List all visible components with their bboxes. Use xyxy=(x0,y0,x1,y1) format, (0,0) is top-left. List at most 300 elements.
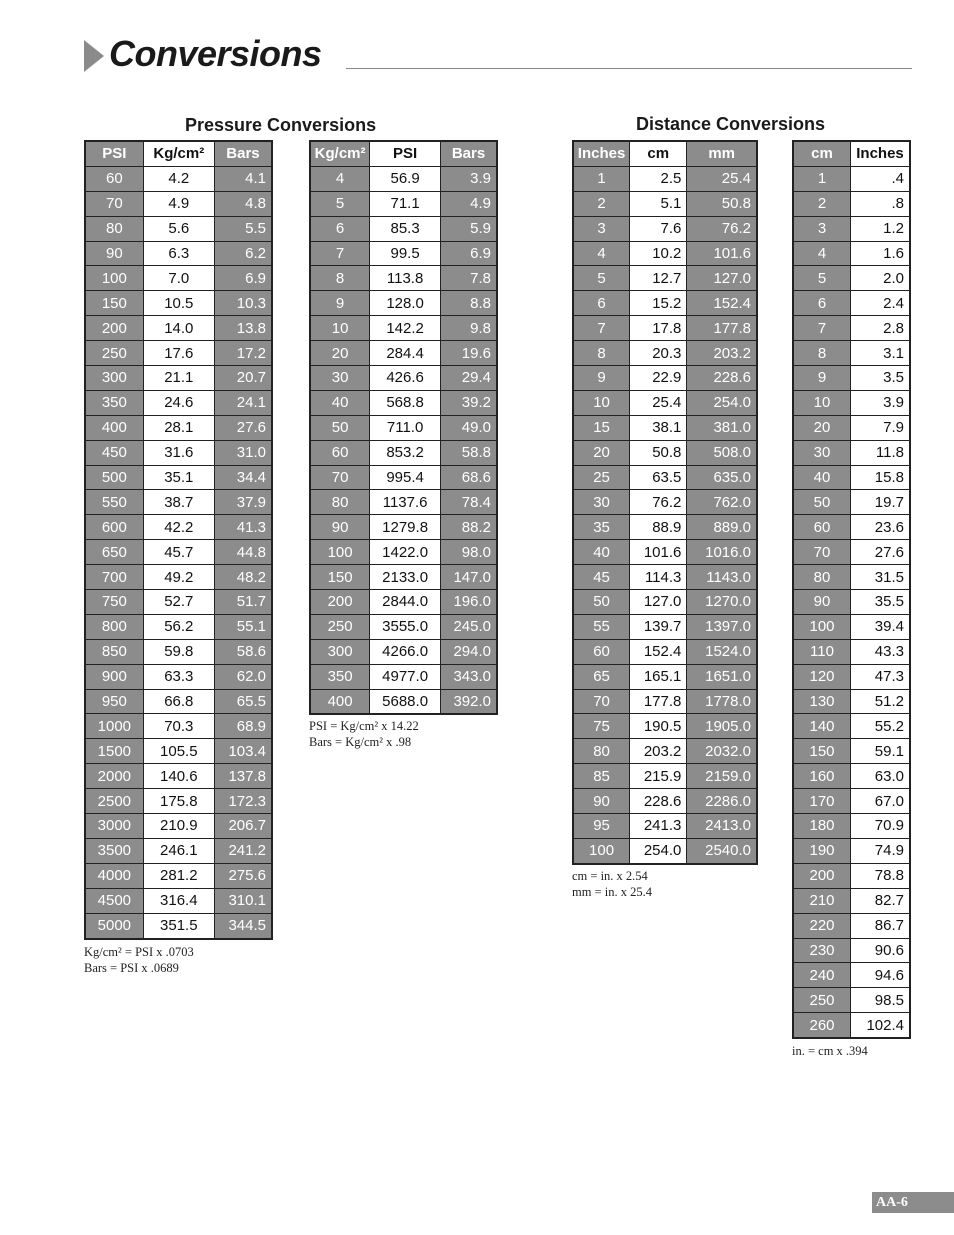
table-row xyxy=(310,316,497,341)
table-cell: 27.6 xyxy=(851,540,911,565)
table-cell: 7.6 xyxy=(630,216,687,241)
table-cell: 3.9 xyxy=(851,390,911,415)
table-row xyxy=(85,465,272,490)
table-cell: 11.8 xyxy=(851,440,911,465)
table-row xyxy=(310,266,497,291)
table-row xyxy=(573,764,757,789)
table-cell: 4 xyxy=(793,241,851,266)
table-cell: 180 xyxy=(793,814,851,839)
page-header xyxy=(84,34,912,74)
table-row xyxy=(573,689,757,714)
table-row xyxy=(793,341,910,366)
table-cell: 3500 xyxy=(85,838,143,863)
table-cell: 350 xyxy=(310,664,370,689)
table-cell: 1270.0 xyxy=(687,590,757,615)
kg-conversion-notes xyxy=(309,718,419,750)
table-row xyxy=(573,714,757,739)
table-cell: 140.6 xyxy=(143,764,214,789)
table-cell: 56.2 xyxy=(143,614,214,639)
table-cell: 170 xyxy=(793,789,851,814)
table-cell: 8.8 xyxy=(441,291,497,316)
table-cell: 635.0 xyxy=(687,465,757,490)
table-cell: 240 xyxy=(793,963,851,988)
table-cell: 15.8 xyxy=(851,465,911,490)
table-row xyxy=(85,316,272,341)
table-cell: 74.9 xyxy=(851,838,911,863)
table-cell: 19.7 xyxy=(851,490,911,515)
table-cell: 78.4 xyxy=(441,490,497,515)
table-cell: 10 xyxy=(573,390,630,415)
table-row xyxy=(85,838,272,863)
table-cell: 1143.0 xyxy=(687,565,757,590)
table-row xyxy=(310,689,497,714)
table-cell: 250 xyxy=(85,341,143,366)
table-cell: 5 xyxy=(310,191,370,216)
table-cell: 1422.0 xyxy=(370,540,441,565)
table-row xyxy=(793,639,910,664)
table-cell: 35 xyxy=(573,515,630,540)
table-cell: 70.9 xyxy=(851,814,911,839)
table-cell: 127.0 xyxy=(630,590,687,615)
table-cell: 82.7 xyxy=(851,888,911,913)
table-row xyxy=(310,490,497,515)
table-cell: 381.0 xyxy=(687,415,757,440)
table-row xyxy=(573,440,757,465)
table-row xyxy=(85,166,272,191)
table-cell: 995.4 xyxy=(370,465,441,490)
table-row xyxy=(85,291,272,316)
table-cell: 19.6 xyxy=(441,341,497,366)
table-cell: 800 xyxy=(85,614,143,639)
table-cell: 1905.0 xyxy=(687,714,757,739)
table-cell: 165.1 xyxy=(630,664,687,689)
table-cell: 4000 xyxy=(85,863,143,888)
table-cell: 7 xyxy=(573,316,630,341)
table-cell: 3 xyxy=(573,216,630,241)
table-cell: 12.7 xyxy=(630,266,687,291)
table-cell: 7 xyxy=(310,241,370,266)
table-row xyxy=(793,938,910,963)
table-cell: 31.0 xyxy=(214,440,272,465)
table-cell: 40 xyxy=(793,465,851,490)
table-cell: 70 xyxy=(310,465,370,490)
table-cell: 101.6 xyxy=(687,241,757,266)
table-cell: 95 xyxy=(573,814,630,839)
table-cell: 67.0 xyxy=(851,789,911,814)
table-cell: 50 xyxy=(310,415,370,440)
table-cell: 310.1 xyxy=(214,888,272,913)
table-row xyxy=(85,565,272,590)
table-cell: 70 xyxy=(85,191,143,216)
table-cell: 39.2 xyxy=(441,390,497,415)
table-cell: 160 xyxy=(793,764,851,789)
formula-note: Kg/cm² = PSI x .0703 xyxy=(84,945,194,959)
formula-note: PSI = Kg/cm² x 14.22 xyxy=(309,719,419,733)
table-cell: 55 xyxy=(573,614,630,639)
table-cell: 6 xyxy=(793,291,851,316)
table-row xyxy=(793,664,910,689)
table-cell: 5 xyxy=(793,266,851,291)
table-row xyxy=(573,266,757,291)
table-row xyxy=(793,166,910,191)
table-row xyxy=(85,415,272,440)
table-cell: 20.3 xyxy=(630,341,687,366)
table-row xyxy=(573,789,757,814)
table-cell: 200 xyxy=(310,590,370,615)
table-cell: 52.7 xyxy=(143,590,214,615)
table-cell: 45.7 xyxy=(143,540,214,565)
table-row xyxy=(310,465,497,490)
table-cell: 90 xyxy=(310,515,370,540)
table-cell: 1000 xyxy=(85,714,143,739)
table-row xyxy=(310,366,497,391)
table-cell: 3555.0 xyxy=(370,614,441,639)
column-header: Kg/cm² xyxy=(310,141,370,166)
table-row xyxy=(573,191,757,216)
table-row xyxy=(310,515,497,540)
psi-to-kg-bars-table xyxy=(84,140,273,940)
table-row xyxy=(793,764,910,789)
table-cell: 344.5 xyxy=(214,913,272,938)
table-cell: 1651.0 xyxy=(687,664,757,689)
table-cell: 4266.0 xyxy=(370,639,441,664)
table-cell: 80 xyxy=(793,565,851,590)
table-cell: 200 xyxy=(793,863,851,888)
table-row xyxy=(85,913,272,938)
table-cell: 2500 xyxy=(85,789,143,814)
table-row xyxy=(310,440,497,465)
table-cell: 25.4 xyxy=(687,166,757,191)
table-cell: 6 xyxy=(573,291,630,316)
table-row xyxy=(85,714,272,739)
table-cell: 4.8 xyxy=(214,191,272,216)
table-cell: 37.9 xyxy=(214,490,272,515)
table-cell: 200 xyxy=(85,316,143,341)
table-cell: 55.1 xyxy=(214,614,272,639)
column-header: Kg/cm² xyxy=(143,141,214,166)
table-cell: 2.0 xyxy=(851,266,911,291)
table-row xyxy=(85,888,272,913)
column-header: Inches xyxy=(851,141,911,166)
table-cell: 9.8 xyxy=(441,316,497,341)
table-cell: 4 xyxy=(310,166,370,191)
table-row xyxy=(793,216,910,241)
table-cell: 10.3 xyxy=(214,291,272,316)
column-header: cm xyxy=(630,141,687,166)
table-row xyxy=(573,490,757,515)
table-cell: 215.9 xyxy=(630,764,687,789)
table-cell: 48.2 xyxy=(214,565,272,590)
table-cell: 1778.0 xyxy=(687,689,757,714)
table-row xyxy=(793,490,910,515)
table-cell: 44.8 xyxy=(214,540,272,565)
table-cell: 450 xyxy=(85,440,143,465)
table-row xyxy=(793,814,910,839)
table-cell: 10 xyxy=(793,390,851,415)
table-cell: 100 xyxy=(573,838,630,863)
table-row xyxy=(793,465,910,490)
table-cell: 245.0 xyxy=(441,614,497,639)
table-cell: 2286.0 xyxy=(687,789,757,814)
table-row xyxy=(85,366,272,391)
table-cell: 10.2 xyxy=(630,241,687,266)
table-row xyxy=(573,415,757,440)
table-cell: 2.5 xyxy=(630,166,687,191)
table-cell: 203.2 xyxy=(630,739,687,764)
table-row xyxy=(573,664,757,689)
title-rule xyxy=(346,68,912,69)
table-cell: 120 xyxy=(793,664,851,689)
table-cell: 51.2 xyxy=(851,689,911,714)
table-cell: 400 xyxy=(85,415,143,440)
table-cell: 177.8 xyxy=(687,316,757,341)
table-cell: 343.0 xyxy=(441,664,497,689)
table-cell: 210.9 xyxy=(143,814,214,839)
table-cell: 889.0 xyxy=(687,515,757,540)
table-cell: 4977.0 xyxy=(370,664,441,689)
table-cell: 2 xyxy=(793,191,851,216)
table-cell: 75 xyxy=(573,714,630,739)
table-cell: 3 xyxy=(793,216,851,241)
table-cell: 76.2 xyxy=(630,490,687,515)
table-cell: 1 xyxy=(573,166,630,191)
table-row xyxy=(793,689,910,714)
table-row xyxy=(573,216,757,241)
table-cell: 78.8 xyxy=(851,863,911,888)
table-cell: 68.9 xyxy=(214,714,272,739)
table-cell: 2032.0 xyxy=(687,739,757,764)
table-cell: 139.7 xyxy=(630,614,687,639)
table-row xyxy=(85,390,272,415)
table-cell: 3.1 xyxy=(851,341,911,366)
table-cell: 35.5 xyxy=(851,590,911,615)
table-cell: 60 xyxy=(85,166,143,191)
formula-note: mm = in. x 25.4 xyxy=(572,885,652,899)
table-cell: 4.9 xyxy=(441,191,497,216)
table-cell: 40 xyxy=(310,390,370,415)
table-cell: 51.7 xyxy=(214,590,272,615)
table-cell: 241.2 xyxy=(214,838,272,863)
table-row xyxy=(573,565,757,590)
table-row xyxy=(573,366,757,391)
table-cell: 1.2 xyxy=(851,216,911,241)
table-cell: 62.0 xyxy=(214,664,272,689)
table-cell: 90 xyxy=(793,590,851,615)
table-cell: 275.6 xyxy=(214,863,272,888)
table-cell: 20 xyxy=(793,415,851,440)
table-cell: 316.4 xyxy=(143,888,214,913)
table-cell: 17.6 xyxy=(143,341,214,366)
table-cell: 70 xyxy=(573,689,630,714)
table-cell: 850 xyxy=(85,639,143,664)
table-cell: 68.6 xyxy=(441,465,497,490)
column-header: Bars xyxy=(441,141,497,166)
table-row xyxy=(573,590,757,615)
table-row xyxy=(793,266,910,291)
table-cell: 351.5 xyxy=(143,913,214,938)
column-header: PSI xyxy=(85,141,143,166)
table-row xyxy=(85,614,272,639)
table-cell: 38.1 xyxy=(630,415,687,440)
table-cell: 196.0 xyxy=(441,590,497,615)
table-cell: 2159.0 xyxy=(687,764,757,789)
table-cell: 100 xyxy=(310,540,370,565)
table-row xyxy=(793,565,910,590)
table-cell: 8 xyxy=(573,341,630,366)
table-cell: 7.9 xyxy=(851,415,911,440)
table-cell: 2133.0 xyxy=(370,565,441,590)
table-cell: 5.6 xyxy=(143,216,214,241)
table-cell: 85 xyxy=(573,764,630,789)
table-row xyxy=(85,863,272,888)
table-row xyxy=(85,689,272,714)
table-cell: 950 xyxy=(85,689,143,714)
table-row xyxy=(85,490,272,515)
table-row xyxy=(793,789,910,814)
cm-conversion-notes xyxy=(792,1043,868,1059)
table-cell: 600 xyxy=(85,515,143,540)
table-cell: 86.7 xyxy=(851,913,911,938)
table-cell: 1279.8 xyxy=(370,515,441,540)
table-cell: 29.4 xyxy=(441,366,497,391)
table-row xyxy=(310,565,497,590)
table-row xyxy=(793,366,910,391)
table-cell: 4.2 xyxy=(143,166,214,191)
table-cell: 55.2 xyxy=(851,714,911,739)
table-row xyxy=(793,440,910,465)
table-cell: 20 xyxy=(310,341,370,366)
table-cell: 25 xyxy=(573,465,630,490)
table-cell: 66.8 xyxy=(143,689,214,714)
table-cell: 6.2 xyxy=(214,241,272,266)
table-cell: 4 xyxy=(573,241,630,266)
table-row xyxy=(573,838,757,863)
table-cell: 230 xyxy=(793,938,851,963)
table-cell: 750 xyxy=(85,590,143,615)
table-cell: 4.9 xyxy=(143,191,214,216)
psi-conversion-notes xyxy=(84,944,194,976)
table-row xyxy=(310,639,497,664)
table-cell: 5.9 xyxy=(441,216,497,241)
table-cell: 22.9 xyxy=(630,366,687,391)
table-row xyxy=(85,739,272,764)
table-cell: .4 xyxy=(851,166,911,191)
column-header: PSI xyxy=(370,141,441,166)
table-row xyxy=(793,863,910,888)
table-row xyxy=(85,216,272,241)
table-row xyxy=(573,540,757,565)
table-cell: 9 xyxy=(310,291,370,316)
table-cell: 90 xyxy=(573,789,630,814)
table-row xyxy=(573,341,757,366)
table-cell: 24.1 xyxy=(214,390,272,415)
table-cell: 20 xyxy=(573,440,630,465)
table-row xyxy=(85,764,272,789)
table-cell: 60 xyxy=(310,440,370,465)
table-cell: 206.7 xyxy=(214,814,272,839)
table-cell: 254.0 xyxy=(630,838,687,863)
table-row xyxy=(573,166,757,191)
table-row xyxy=(793,988,910,1013)
table-cell: 508.0 xyxy=(687,440,757,465)
table-cell: 650 xyxy=(85,540,143,565)
table-cell: 1500 xyxy=(85,739,143,764)
table-cell: 203.2 xyxy=(687,341,757,366)
table-cell: 50.8 xyxy=(687,191,757,216)
table-cell: 137.8 xyxy=(214,764,272,789)
column-header: Inches xyxy=(573,141,630,166)
table-cell: 246.1 xyxy=(143,838,214,863)
column-header: cm xyxy=(793,141,851,166)
table-row xyxy=(793,913,910,938)
table-cell: 250 xyxy=(310,614,370,639)
table-cell: 50 xyxy=(573,590,630,615)
table-cell: 90.6 xyxy=(851,938,911,963)
table-cell: 63.5 xyxy=(630,465,687,490)
table-cell: 220 xyxy=(793,913,851,938)
table-cell: 24.6 xyxy=(143,390,214,415)
table-cell: 21.1 xyxy=(143,366,214,391)
table-row xyxy=(793,1013,910,1038)
table-row xyxy=(310,415,497,440)
table-cell: 284.4 xyxy=(370,341,441,366)
table-cell: 63.3 xyxy=(143,664,214,689)
table-row xyxy=(85,515,272,540)
table-cell: 130 xyxy=(793,689,851,714)
table-cell: 228.6 xyxy=(687,366,757,391)
table-cell: 50 xyxy=(793,490,851,515)
table-row xyxy=(793,614,910,639)
table-cell: 10.5 xyxy=(143,291,214,316)
table-row xyxy=(793,390,910,415)
table-cell: 39.4 xyxy=(851,614,911,639)
table-cell: 6.9 xyxy=(441,241,497,266)
table-cell: 105.5 xyxy=(143,739,214,764)
table-cell: 65 xyxy=(573,664,630,689)
table-row xyxy=(310,590,497,615)
table-row xyxy=(85,241,272,266)
table-row xyxy=(310,191,497,216)
formula-note: Bars = PSI x .0689 xyxy=(84,961,179,975)
table-cell: 300 xyxy=(85,366,143,391)
table-cell: 853.2 xyxy=(370,440,441,465)
table-cell: 1397.0 xyxy=(687,614,757,639)
table-cell: 99.5 xyxy=(370,241,441,266)
table-row xyxy=(85,540,272,565)
table-cell: 190 xyxy=(793,838,851,863)
table-row xyxy=(310,241,497,266)
table-cell: 392.0 xyxy=(441,689,497,714)
table-row xyxy=(573,639,757,664)
table-cell: 294.0 xyxy=(441,639,497,664)
table-cell: 550 xyxy=(85,490,143,515)
table-cell: 281.2 xyxy=(143,863,214,888)
table-cell: 23.6 xyxy=(851,515,911,540)
table-cell: 9 xyxy=(573,366,630,391)
table-row xyxy=(793,714,910,739)
table-row xyxy=(85,664,272,689)
table-cell: 6.9 xyxy=(214,266,272,291)
table-cell: 1524.0 xyxy=(687,639,757,664)
table-cell: 5.1 xyxy=(630,191,687,216)
table-cell: 13.8 xyxy=(214,316,272,341)
table-cell: 7.0 xyxy=(143,266,214,291)
table-cell: 6 xyxy=(310,216,370,241)
table-cell: .8 xyxy=(851,191,911,216)
table-row xyxy=(573,614,757,639)
table-cell: 4.1 xyxy=(214,166,272,191)
table-cell: 2000 xyxy=(85,764,143,789)
